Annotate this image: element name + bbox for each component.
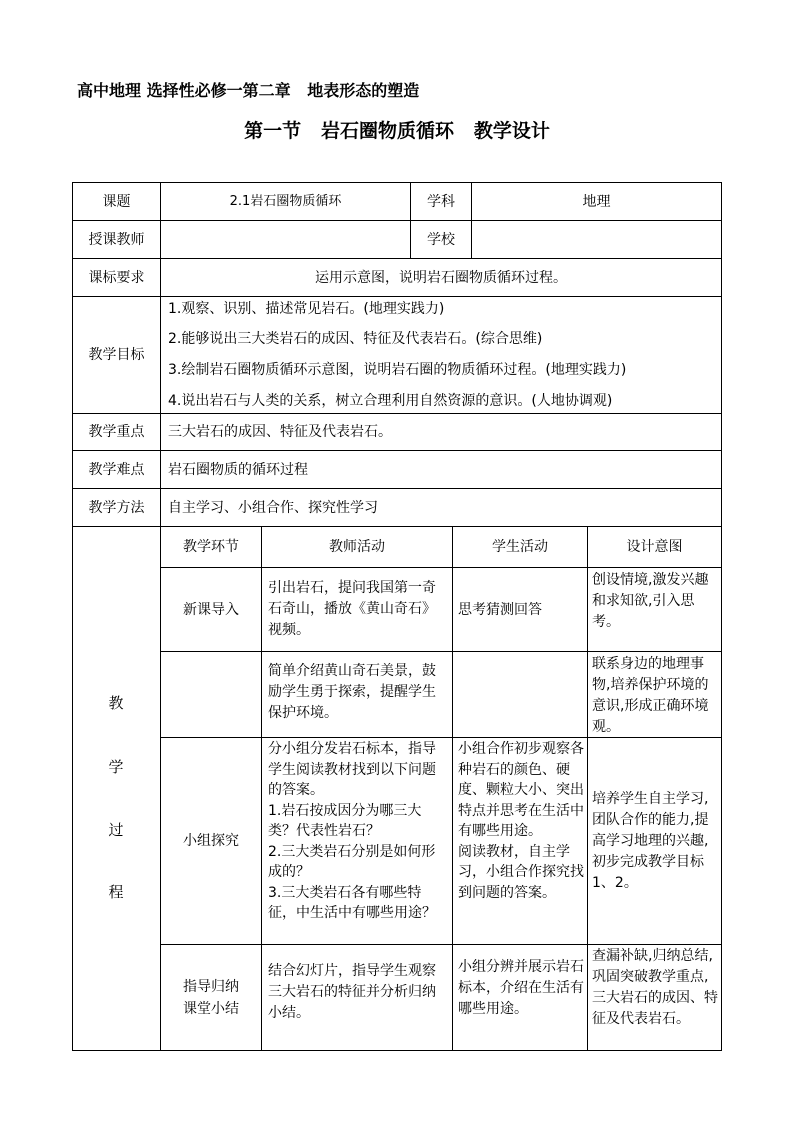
- stage-cell: 新课导入: [183, 601, 239, 618]
- goal-item: 1.观察、识别、描述常见岩石。(地理实践力): [168, 301, 445, 317]
- goal-item: 3.绘制岩石圈物质循环示意图，说明岩石圈的物质循环过程。(地理实践力): [168, 362, 627, 378]
- subject-label: 学科: [427, 193, 455, 210]
- stage-cell: 小组探究: [183, 833, 239, 849]
- topic-value: 2.1岩石圈物质循环: [229, 193, 342, 209]
- subject-value: 地理: [582, 193, 611, 210]
- standard-value: 运用示意图，说明岩石圈物质循环过程。: [315, 269, 567, 286]
- document-title: 第一节 岩石圈物质循环 教学设计: [244, 120, 550, 142]
- design-intent: 联系身边的地理事物,培养保护环境的意识,形成正确环境观。: [592, 656, 709, 735]
- student-activity: 小组合作初步观察各种岩石的颜色、硬度、颗粒大小、突出特点并思考在生活中有哪些用途。 阅读教材，自主学习，小组合作探究找到问题的答案。: [458, 741, 584, 901]
- student-activity: [458, 652, 585, 737]
- design-intent: 创设情境,激发兴趣和求知欲,引入思考。: [592, 572, 709, 630]
- table-rule: [587, 526, 588, 1051]
- header-student: 学生活动: [492, 539, 548, 555]
- design-intent: 查漏补缺,归纳总结,巩固突破教学重点,三大岩石的成因、特征及代表岩石。: [592, 948, 718, 1027]
- teacher-activity: 结合幻灯片，指导学生观察三大岩石的特征并分析归纳小结。: [268, 963, 436, 1021]
- difficulty-label: 教学难点: [88, 461, 145, 478]
- header-intent: 设计意图: [626, 539, 683, 555]
- design-intent: 培养学生自主学习,团队合作的能力,提高学习地理的兴趣,初步完成教学目标1、2。: [592, 790, 709, 891]
- topic-label: 课题: [102, 193, 131, 210]
- method-value: 自主学习、小组合作、探究性学习: [168, 499, 378, 516]
- course-line: 高中地理 选择性必修一第二章 地表形态的塑造: [77, 81, 420, 100]
- key-label: 教学重点: [88, 424, 145, 440]
- school-value: [472, 221, 721, 258]
- student-activity: 小组分辨并展示岩石标本，介绍在生活有哪些用途。: [458, 959, 584, 1017]
- stage-cell: 指导归纳 课堂小结: [183, 978, 239, 1017]
- header-teacher: 教师活动: [329, 539, 385, 555]
- teacher-label: 授课教师: [88, 231, 145, 248]
- stage-cell: [161, 652, 261, 737]
- teacher-value: [161, 221, 410, 258]
- table-rule: [72, 296, 722, 297]
- teacher-activity: 简单介绍黄山奇石美景，鼓励学生勇于探索，提醒学生保护环境。: [268, 663, 436, 721]
- teacher-activity: 分小组分发岩石标本，指导学生阅读教材找到以下问题的答案。 1.岩石按成因分为哪三大类？代表性岩石？ 2.三大类岩石分别是如何形成的？ 3.三大类岩石各有哪些特征，中生活中有哪些用途？: [268, 741, 436, 921]
- table-rule: [452, 526, 453, 1051]
- difficulty-value: 岩石圈物质的循环过程: [168, 461, 308, 478]
- method-label: 教学方法: [88, 499, 145, 516]
- table-rule: [72, 1050, 722, 1051]
- table-rule: [261, 526, 262, 1051]
- goals-label: 教学目标: [88, 347, 145, 363]
- process-label-char: 过: [108, 821, 124, 839]
- standard-label: 课标要求: [88, 269, 145, 286]
- process-label-char: 教: [108, 694, 124, 712]
- student-activity: 思考猜测回答: [458, 601, 542, 618]
- process-label-char: 程: [108, 883, 124, 901]
- teacher-activity: 引出岩石，提问我国第一奇石奇山，播放《黄山奇石》视频。: [268, 580, 436, 638]
- goal-item: 4.说出岩石与人类的关系，树立合理利用自然资源的意识。(人地协调观): [168, 393, 613, 409]
- process-label-char: 学: [108, 758, 124, 776]
- key-value: 三大岩石的成因、特征及代表岩石。: [168, 424, 392, 440]
- table-rule: [721, 182, 722, 1051]
- header-stage: 教学环节: [183, 539, 239, 555]
- goal-item: 2.能够说出三大类岩石的成因、特征及代表岩石。(综合思维): [168, 331, 543, 347]
- school-label: 学校: [427, 231, 455, 248]
